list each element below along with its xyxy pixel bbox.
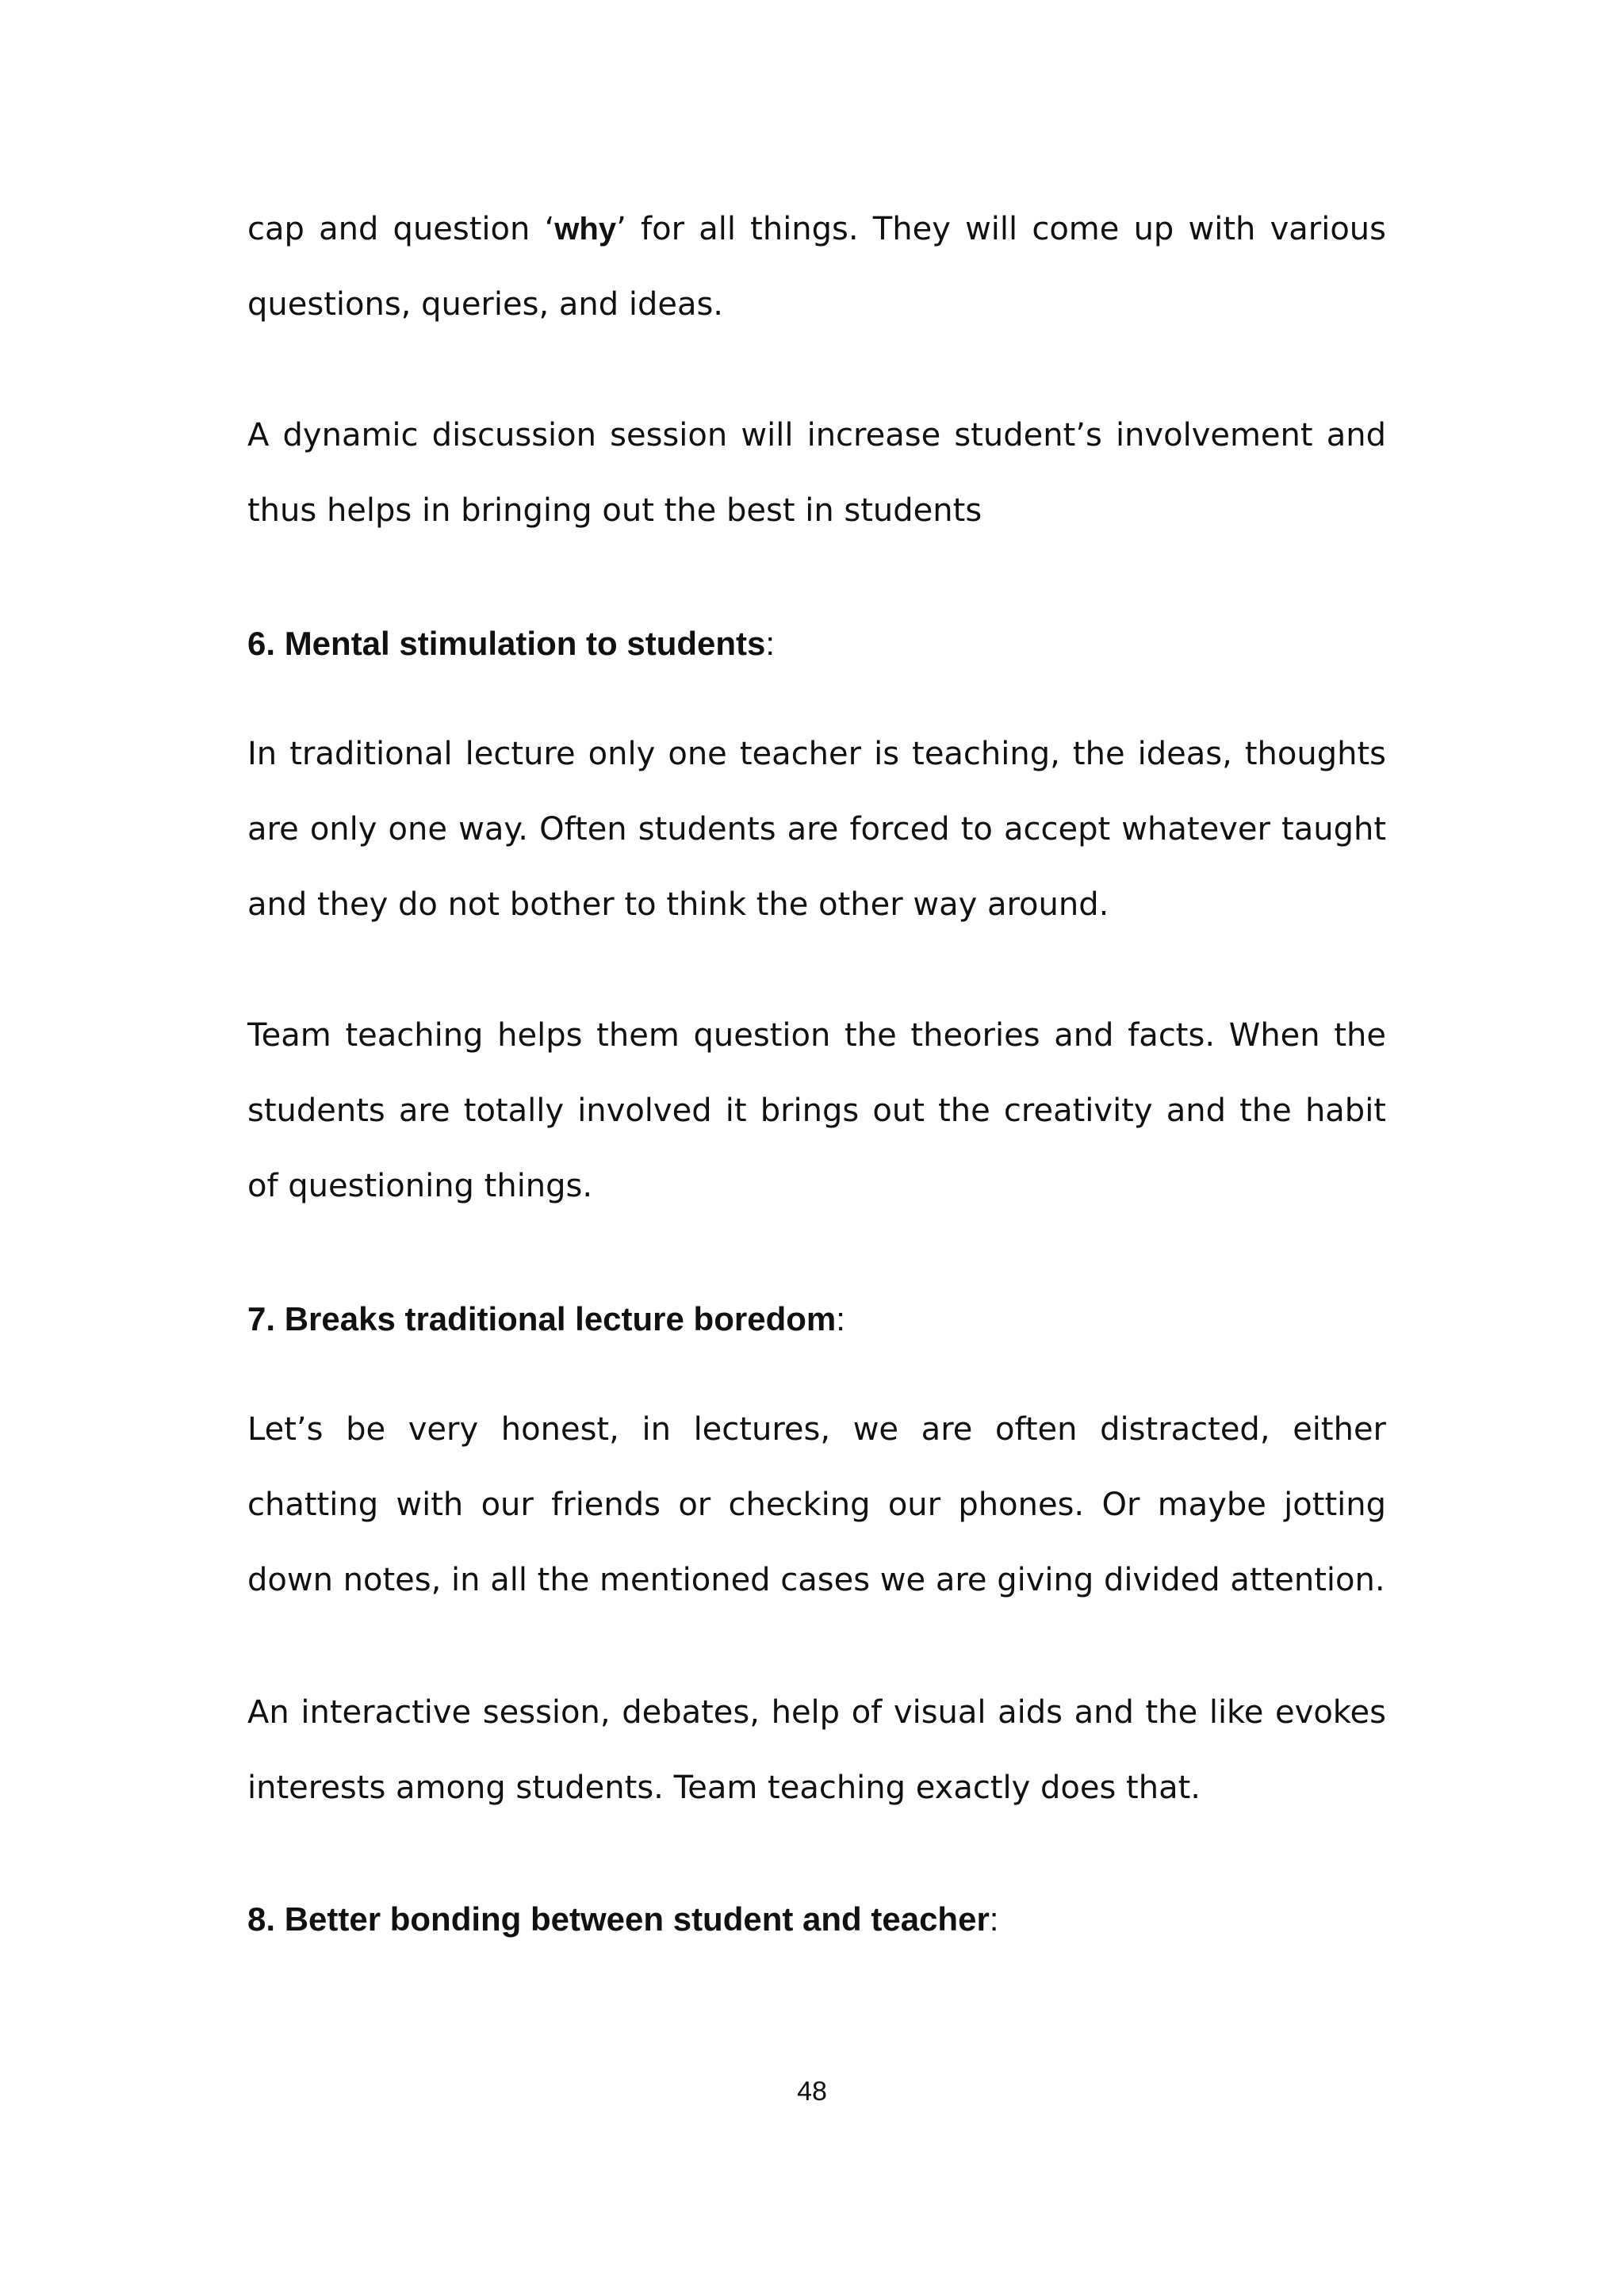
close-quote: ’ <box>616 211 626 247</box>
paragraph-lecture-distraction: Let’s be very honest, in lectures, we are often distracted, either chatting with our friends or checking our phones. Or maybe jotting down notes, in all the mentioned cases we are giving divided attention. <box>247 1411 1386 1598</box>
heading-colon: : <box>836 1300 845 1337</box>
heading-breaks-boredom <box>247 1295 1386 1343</box>
paragraph-traditional-lecture: In traditional lecture only one teacher is teaching, the ideas, thoughts are only one way. Often students are forced to accept whatever taught and they do not bother to think the other way around. <box>247 736 1386 923</box>
paragraph-text: for all things. They will come up with various questions, queries, and ideas. <box>247 211 1386 323</box>
heading-colon: : <box>765 625 776 662</box>
paragraph-why-questions <box>247 192 1386 342</box>
heading-mental-stimulation <box>247 620 1386 668</box>
heading-title: 6. Mental stimulation to students <box>247 625 766 662</box>
open-quote: ‘ <box>544 211 555 247</box>
page-number: 48 <box>797 2076 827 2107</box>
heading-title: 8. Better bonding between student and teacher <box>247 1900 990 1938</box>
paragraph-interactive-session: An interactive session, debates, help of visual aids and the like evokes interests among students. Team teaching exactly does that. <box>247 1694 1386 1806</box>
paragraph-dynamic-discussion: A dynamic discussion session will increase student’s involvement and thus helps in bringing out the best in students <box>247 417 1386 529</box>
heading-title: 7. Breaks traditional lecture boredom <box>247 1300 837 1337</box>
emphasis-why: why <box>554 212 617 247</box>
heading-colon: : <box>989 1900 999 1938</box>
paragraph-text: cap and question <box>247 211 545 247</box>
paragraph-team-teaching-questions: Team teaching helps them question the theories and facts. When the students are totally involved it brings out the creativity and the habit of questioning things. <box>247 1017 1386 1204</box>
heading-better-bonding <box>247 1896 1386 1943</box>
